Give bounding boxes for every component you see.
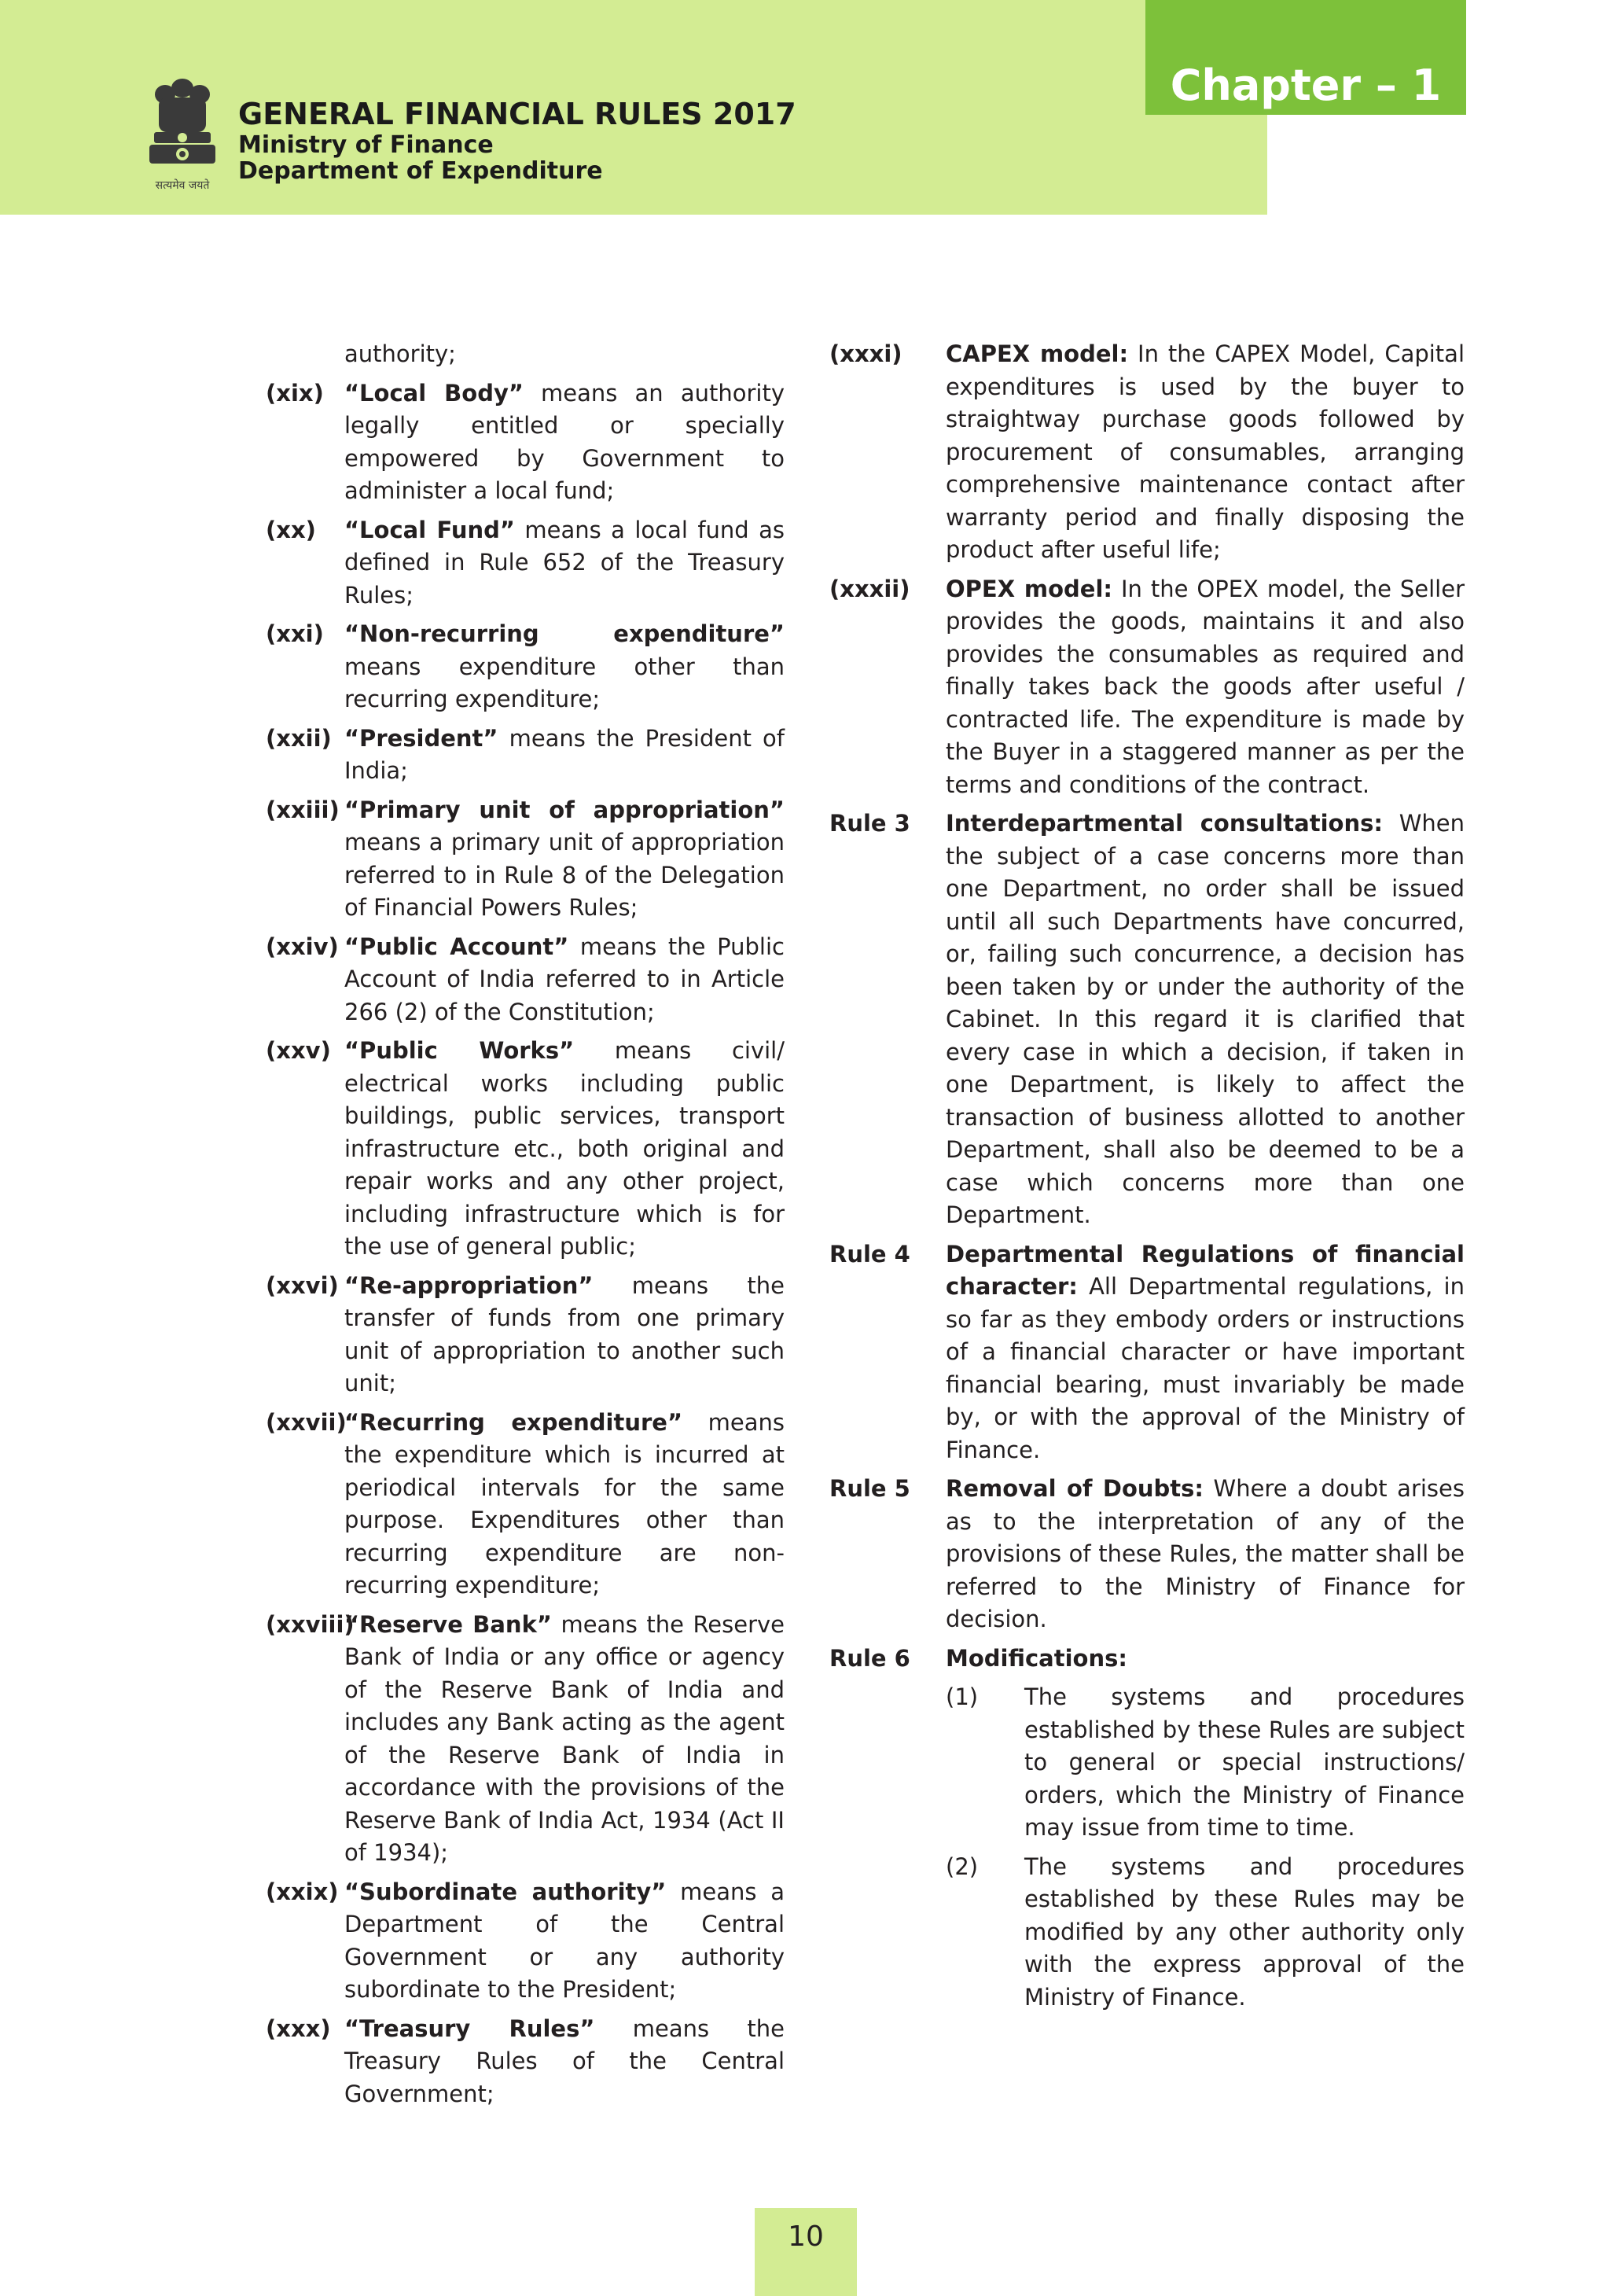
definition-item [266, 618, 785, 716]
entry-text: In the CAPEX Model, Capital expenditures is used by the buyer to straightway purchase goods followed by procurement of consumables, arranging comprehensive maintenance contact after warranty period and finally disposing the product after useful life; [946, 340, 1465, 563]
defined-term: “President” [344, 724, 498, 752]
definition-item [266, 2013, 785, 2111]
rule-item [829, 1643, 1465, 1676]
subitem-text: The systems and procedures established by these Rules may be modified by any other authority only with the express approval of the Ministry of Finance. [1024, 1853, 1465, 2011]
entry-body [946, 808, 1465, 1232]
chapter-tab [1145, 0, 1466, 115]
rule-item [829, 808, 1465, 1232]
entry-body [344, 618, 785, 716]
entry-number: Rule 6 [829, 1644, 910, 1672]
entry-number: (xxix) [266, 1878, 339, 1905]
entry-number: Rule 3 [829, 810, 910, 837]
page-number-box [755, 2208, 857, 2296]
rule-item [829, 1473, 1465, 1636]
defined-term: “Local Body” [344, 379, 524, 407]
entry-number: (xx) [266, 516, 316, 543]
entry-number: (xxxii) [829, 575, 910, 602]
entry-body [344, 723, 785, 788]
department-name: Department of Expenditure [238, 157, 603, 185]
definition-item [266, 1270, 785, 1400]
defined-term: “Local Fund” [344, 516, 515, 543]
entry-text: means the Public Account of India referred to in Article 266 (2) of the Constitution; [344, 933, 785, 1025]
entry-body [946, 1643, 1465, 1676]
entry-text: means the expenditure which is incurred at periodical intervals for the same purpose. Expenditures other than recurring expenditure are non-recurring expenditure; [344, 1408, 785, 1599]
entry-number: (xxx) [266, 2015, 331, 2042]
defined-term: Removal of Doubts: [946, 1475, 1204, 1502]
definition-item [829, 338, 1465, 567]
entry-text: means the transfer of funds from one primary unit of appropriation to another such unit; [344, 1271, 785, 1396]
entry-body [344, 1609, 785, 1870]
entry-number: (xxviii) [266, 1610, 355, 1638]
entry-text: means expenditure other than recurring expenditure; [344, 653, 785, 712]
entry-text: means the Treasury Rules of the Central Government; [344, 2015, 785, 2107]
entry-text: means a primary unit of appropriation referred to in Rule 8 of the Delegation of Financial Powers Rules; [344, 829, 785, 921]
defined-term: Modifications: [946, 1644, 1127, 1672]
entry-text: means the President of India; [344, 724, 785, 784]
definition-item [829, 573, 1465, 802]
entry-text: Where a doubt arises as to the interpretation of any of the provisions of these Rules, the matter shall be referred to the Ministry of Finance for decision. [946, 1475, 1465, 1632]
definition-item [266, 1876, 785, 2007]
entry-body [946, 338, 1465, 567]
ministry-name: Ministry of Finance [238, 131, 494, 159]
rule6-subitem [946, 1851, 1465, 2015]
defined-term: “Public Account” [344, 933, 569, 960]
entry-text: means civil/ electrical works including public buildings, public services, transport infrastructure etc., both original and repair works and any other project, including infrastructure which is for the use of general public; [344, 1037, 785, 1260]
subitem-text: The systems and procedures established by these Rules are subject to general or special instructions/ orders, which the Ministry of Finance may issue from time to time. [1024, 1683, 1465, 1841]
chapter-label: Chapter – 1 [1170, 61, 1442, 110]
continuation-text: authority; [344, 340, 456, 367]
entry-number: (xxxi) [829, 340, 902, 367]
document-title: GENERAL FINANCIAL RULES 2017 [238, 97, 796, 131]
definition-item [266, 723, 785, 788]
defined-term: “Treasury Rules” [344, 2015, 595, 2042]
entry-body [344, 931, 785, 1029]
entry-text: means a local fund as defined in Rule 652 of the Treasury Rules; [344, 516, 785, 609]
entry-body [344, 2013, 785, 2111]
defined-term: “Re-appropriation” [344, 1271, 594, 1299]
definition-item [266, 514, 785, 613]
definition-item [266, 794, 785, 925]
defined-term: Departmental Regulations of financial character: [946, 1240, 1465, 1300]
entry-body [344, 377, 785, 508]
entry-number: (xxv) [266, 1037, 331, 1064]
subitem-number: (2) [946, 1853, 979, 1880]
entry-text: When the subject of a case concerns more than one Department, no order shall be issued until all such Departments have concurred, or, failing such concurrence, a decision has been taken by or under the authority of the Cabinet. In this regard it is clarified that every case in which a decision, if taken in one Department, is likely to affect the transaction of business allotted to another Department, shall also be deemed to be a case which concerns more than one Department. [946, 810, 1465, 1228]
entry-number: Rule 5 [829, 1475, 910, 1502]
entry-body [344, 1876, 785, 2007]
entry-body [946, 1473, 1465, 1636]
definition-item [266, 1609, 785, 1870]
entry-number: (xxvi) [266, 1271, 339, 1299]
entry-number: (xxvii) [266, 1408, 347, 1436]
definition-item [266, 931, 785, 1029]
defined-term: CAPEX model: [946, 340, 1129, 367]
entry-body [344, 1035, 785, 1264]
defined-term: Interdepartmental consultations: [946, 810, 1383, 837]
entry-number: (xxi) [266, 620, 324, 647]
defined-term: “Non-recurring expenditure” [344, 620, 785, 647]
left-column [266, 338, 785, 2117]
defined-term: “Subordinate authority” [344, 1878, 667, 1905]
entry-number: (xxii) [266, 724, 332, 752]
rule6-subitem [946, 1681, 1465, 1845]
entry-body [946, 1238, 1465, 1467]
defined-term: “Recurring expenditure” [344, 1408, 683, 1436]
rule-item [829, 1238, 1465, 1467]
defined-term: “Primary unit of appropriation” [344, 796, 785, 823]
entry-body [344, 514, 785, 613]
page-number: 10 [788, 2221, 824, 2253]
entry-body [344, 794, 785, 925]
entry-text: All Departmental regulations, in so far as they embody orders or instructions of a financial character or have important financial bearing, must invariably be made by, or with the approval of the Ministry of Finance. [946, 1273, 1465, 1463]
entry-text: means an authority legally entitled or specially empowered by Government to administer a local fund; [344, 379, 785, 504]
defined-term: “Public Works” [344, 1037, 575, 1064]
entry-number: (xxiii) [266, 796, 340, 823]
entry-body [344, 1270, 785, 1400]
entry-number: (xix) [266, 379, 324, 407]
defined-term: OPEX model: [946, 575, 1113, 602]
definition-item [266, 377, 785, 508]
entry-body [344, 1407, 785, 1602]
definition-item [266, 1407, 785, 1602]
subitem-number: (1) [946, 1683, 979, 1710]
entry-number: Rule 4 [829, 1240, 910, 1268]
definition-item [266, 1035, 785, 1264]
entry-text: means a Department of the Central Government or any authority subordinate to the President; [344, 1878, 785, 2003]
entry-number: (xxiv) [266, 933, 339, 960]
emblem-caption: सत्यमेव जयते [155, 179, 210, 192]
national-emblem-icon [142, 71, 224, 204]
defined-term: “Reserve Bank” [344, 1610, 552, 1638]
entry-body [946, 573, 1465, 802]
entry-text: means the Reserve Bank of India or any office or agency of the Reserve Bank of India and includes any Bank acting as the agent of the Reserve Bank of India in accordance with the provisions of the Reserve Bank of India Act, 1934 (Act II of 1934); [344, 1610, 785, 1866]
header-titles [238, 99, 796, 183]
right-column [829, 338, 1465, 2020]
entry-text: In the OPEX model, the Seller provides the goods, maintains it and also provides the consumables as required and finally takes back the goods after useful / contracted life. The expenditure is made by the Buyer in a staggered manner as per the terms and conditions of the contract. [946, 575, 1465, 798]
